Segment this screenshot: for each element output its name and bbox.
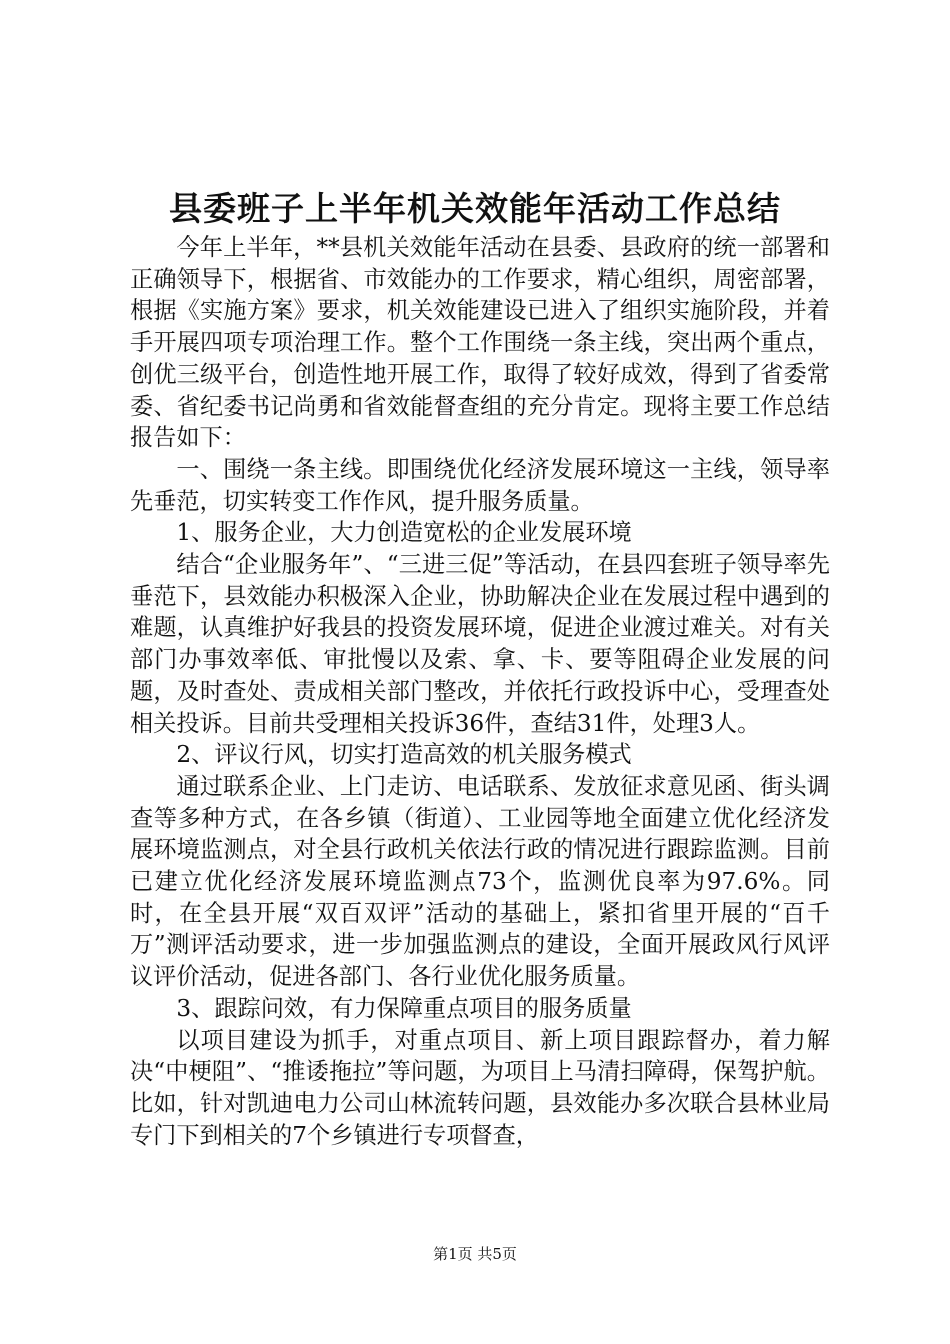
subheading-evaluate-conduct: 2、评议行风，切实打造高效的机关服务模式 <box>176 741 632 769</box>
subheading-serve-enterprises: 1、服务企业，大力创造宽松的企业发展环境 <box>176 519 632 547</box>
paragraph-serve-enterprises: 结合“企业服务年”、“三进三促”等活动，在县四套班子领导率先垂范下，县效能办积极深入企业，协助解决企业在发展过程中遇到的难题，认真维护好我县的投资发展环境，促进企业渡过难关。对有关部门办事效率低、审批慢以及索、拿、卡、要等阻碍企业发展的问题，及时查处、责成相关部门整改，并依托行政投诉中心，受理查处相关投诉。目前共受理相关投诉36件，查结31件，处理3人。 <box>130 551 830 737</box>
paragraph-evaluate-conduct: 通过联系企业、上门走访、电话联系、发放征求意见函、街头调查等多种方式，在各乡镇（街道）、工业园等地全面建立优化经济发展环境监测点，对全县行政机关依法行政的情况进行跟踪监测。目前已建立优化经济发展环境监测点73个，监测优良率为97.6%。同时，在全县开展“双百双评”活动的基础上，紧扣省里开展的“百千万”测评活动要求，进一步加强监测点的建设，全面开展政风行风评议评价活动，促进各部门、各行业优化服务质量。 <box>130 772 830 991</box>
section-heading-main-line: 一、围绕一条主线。即围绕优化经济发展环境这一主线，领导率先垂范，切实转变工作作风，提升服务质量。 <box>130 455 830 515</box>
document-title: 县委班子上半年机关效能年活动工作总结 <box>169 189 781 228</box>
paragraph-intro: 今年上半年，**县机关效能年活动在县委、县政府的统一部署和正确领导下，根据省、市效能办的工作要求，精心组织，周密部署，根据《实施方案》要求，机关效能建设已进入了组织实施阶段，并着手开展四项专项治理工作。整个工作围绕一条主线，突出两个重点，创优三级平台，创造性地开展工作，取得了较好成效，得到了省委常委、省纪委书记尚勇和省效能督查组的充分肯定。现将主要工作总结报告如下： <box>130 234 830 452</box>
paragraph-track-accountability: 以项目建设为抓手，对重点项目、新上项目跟踪督办，着力解决“中梗阻”、“推诿拖拉”等问题，为项目上马清扫障碍，保驾护航。比如，针对凯迪电力公司山林流转问题，县效能办多次联合县林业局专门下到相关的7个乡镇进行专项督查， <box>130 1026 830 1149</box>
page-number-footer: 第1页 共5页 <box>433 1245 517 1263</box>
subheading-track-accountability: 3、跟踪问效，有力保障重点项目的服务质量 <box>176 994 632 1022</box>
document-body <box>130 232 830 1151</box>
